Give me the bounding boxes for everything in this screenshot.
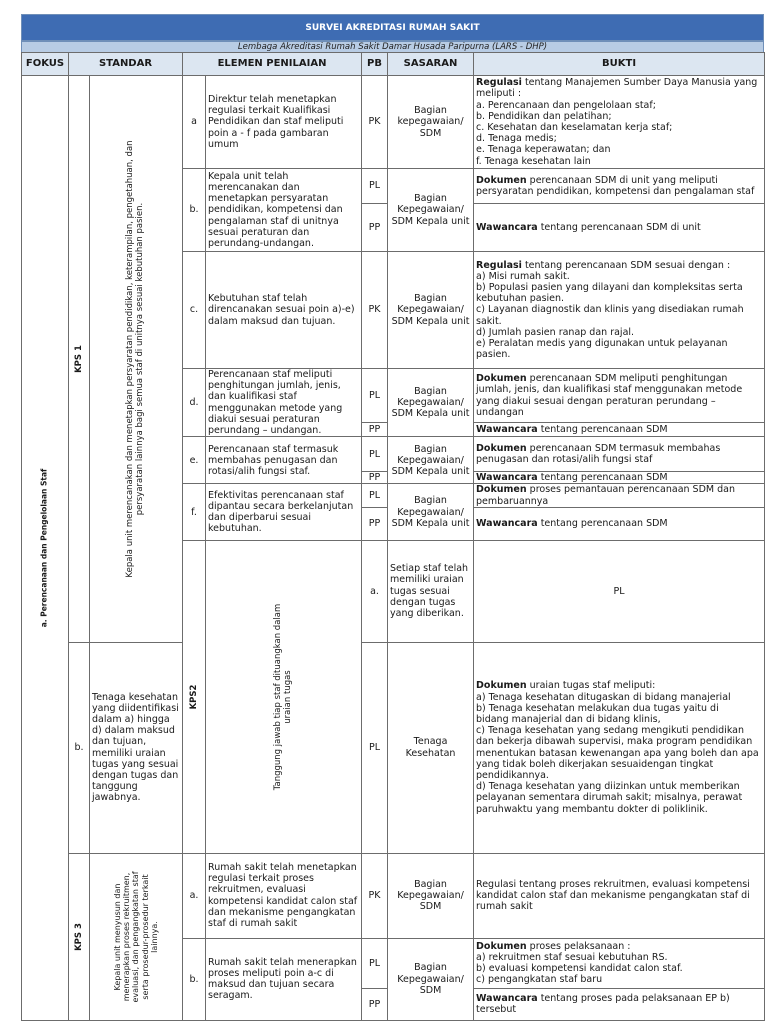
bukti-keyword: Dokumen [476,484,527,496]
bukti-text: perencanaan SDM meliputi penghitungan jumlah, jenis, dan kualifikasi staf menggunakan metode yang diakui sesuai dengan peraturan perundang – undangan [476,373,743,418]
pb-code: PL [362,169,388,204]
bukti-keyword: Dokumen [476,680,527,692]
bukti-cell [474,484,765,507]
header-elemen: ELEMEN PENILAIAN [183,53,362,76]
bukti-cell [474,988,765,1020]
pb-code: PK [362,252,388,369]
kps3-code-cell [69,853,90,1020]
ep-text: Perencanaan staf termasuk membahas penugasan dan rotasi/alih fungsi staf. [206,437,362,484]
bukti-keyword: Wawancara [476,992,538,1004]
bukti-list-item: b) Tenaga kesehatan melakukan dua tugas yaitu di [476,702,719,714]
bukti-list-item: a) Misi rumah sakit. [476,270,570,282]
bukti-list-item: a) rekruitmen staf sesuai kebutuhan RS. [476,951,668,963]
ep-ordinal: b. [183,938,206,1020]
bukti-list-item: d. Tenaga medis; [476,133,557,145]
kps2-code-cell [183,540,206,853]
kps3-standard: Kepala unit menyusun dan menerapkan proses rekruitmen, evaluasi, dan pengangkatan staf serta prosedur-prosedur terkait lainnya. [113,871,159,1003]
bukti-text: perencanaan SDM di unit yang meliputi persyaratan pendidikan, kompetensi dan pengalaman staf [476,174,755,197]
bukti-list-item: a) Tenaga kesehatan ditugaskan di bidang manajerial [476,691,731,703]
pb-code: PL [362,369,388,423]
pb-code: PL [362,938,388,988]
bukti-text: tentang proses pada pelaksanaan EP b) tersebut [476,992,730,1016]
bukti-cell [474,252,765,369]
header-bukti: BUKTI [474,53,765,76]
bukti-keyword: Regulasi [476,77,522,89]
bukti-cell [474,369,765,423]
bukti-text: proses pemantauan perencanaan SDM dan pembaruannya [476,484,735,507]
kps1-standard: Kepala unit merencanakan dan menetapkan persyaratan pendidikan, keterampilan, pengetahuan, dan persyaratan lainnya bagi semua staf di unitnya sesuai kebutuhan pasien. [125,140,145,578]
bukti-list-item: a. Perencanaan dan pengelolaan staf; [476,99,656,111]
sasaran-text: Bagian Kepegawaian/ SDM Kepala unit [388,169,474,252]
document-subtitle: Lembaga Akreditasi Rumah Sakit Damar Husada Paripurna (LARS - DHP) [21,41,764,53]
bukti-text: perencanaan SDM termasuk membahas penugasan dan rotasi/alih fungsi staf [476,443,721,466]
sasaran-text: Bagian Kepegawaian/ SDM Kepala unit [388,252,474,369]
kps2-standard-cell [206,540,362,853]
bukti-list-item: b. Pendidikan dan pelatihan; [476,110,612,122]
bukti-list-item: d) Tenaga kesehatan yang diizinkan untuk memberikan pelayanan sementara dirumah sakit; misalnya, perawat paruhwaktu yang membantu dokter di poliklinik. [476,781,743,815]
table-row [22,76,765,169]
header-pb: PB [362,53,388,76]
kps2-code: KPS2 [189,684,200,710]
kps2-standard: Tanggung jawab tiap staf dituangkan dalam uraian tugas [272,603,293,790]
bukti-text: tentang perencanaan SDM sesuai dengan : [521,259,731,271]
bukti-cell [474,472,765,484]
assessment-table [21,52,765,1021]
bukti-list-item: b) Populasi pasien yang dilayani dan kompleksitas serta kebutuhan pasien. [476,281,743,305]
ep-ordinal: e. [183,437,206,484]
bukti-list-item: e. Tenaga keperawatan; dan [476,144,611,156]
bukti-list-item: e) Peralatan medis yang digunakan untuk pelayanan pasien. [476,338,728,361]
bukti-cell [474,423,765,437]
bukti-text: tentang perencanaan SDM [537,472,668,484]
pb-code: PL [362,484,388,507]
bukti-text: uraian tugas staf meliputi: [526,680,656,692]
pb-code: PP [362,204,388,252]
ep-text: Setiap staf telah memiliki uraian tugas sesuai dengan tugas yang diberikan. [388,540,474,642]
bukti-cell [474,507,765,540]
kps1-code-cell [69,76,90,643]
ep-text: Rumah sakit telah menerapkan proses meliputi poin a-c di maksud dan tujuan secara seragam. [206,938,362,1020]
ep-ordinal: b. [69,642,90,853]
pb-code: PP [362,472,388,484]
bukti-cell: Regulasi tentang proses rekruitmen, evaluasi kompetensi kandidat calon staf dan mekanisme pengangkatan staf di rumah sakit [474,853,765,938]
ep-ordinal: f. [183,484,206,540]
bukti-list-item: d) Jumlah pasien ranap dan rajal. [476,326,635,338]
sasaran-text: Tenaga Kesehatan [388,642,474,853]
bukti-cell [474,642,765,853]
ep-text: Perencanaan staf meliputi penghitungan jumlah, jenis, dan kualifikasi staf menggunakan metode yang diakui sesuai peraturan perundang – undangan. [206,369,362,437]
ep-text: Rumah sakit telah menetapkan regulasi terkait proses rekruitmen, evaluasi kompetensi kandidat calon staf dan mekanisme pengangkatan staf di rumah sakit [206,853,362,938]
pb-code: PL [362,437,388,472]
header-fokus: FOKUS [22,53,69,76]
bukti-keyword: Wawancara [476,424,538,436]
kps3-standard-cell [90,853,183,1020]
pb-code: PL [362,642,388,853]
bukti-text: tentang perencanaan SDM [537,518,668,530]
ep-ordinal: d. [183,369,206,437]
header-sasaran: SASARAN [388,53,474,76]
ep-ordinal: a. [362,540,388,642]
bukti-keyword: Wawancara [476,518,538,530]
ep-text: Tenaga kesehatan yang diidentifikasi dalam a) hingga d) dalam maksud dan tujuan, memiliki uraian tugas yang sesuai dengan tugas dan tanggung jawabnya. [90,642,183,853]
bukti-keyword: Dokumen [476,373,527,385]
ep-text: Direktur telah menetapkan regulasi terkait Kualifikasi Pendidikan dan staf meliputi poin a - f pada gambaran umum [206,76,362,169]
bukti-text: tentang perencanaan SDM [537,424,668,436]
bukti-list-item: c) pengangkatan staf baru [476,974,603,986]
bukti-text: tentang Manajemen Sumber Daya Manusia yang meliputi : [476,77,758,100]
pb-code: PK [362,853,388,938]
ep-ordinal: b. [183,169,206,252]
sasaran-text: Bagian kepegawaian/ SDM [388,76,474,169]
bukti-list-item: c) Layanan diagnostik dan klinis yang disediakan rumah sakit. [476,304,744,327]
bukti-keyword: Dokumen [476,443,527,455]
bukti-keyword: Dokumen [476,174,527,186]
ep-text: Kepala unit telah merencanakan dan menetapkan persyaratan pendidikan, kompetensi dan pengalaman staf di unitnya sesuai peraturan dan perundang-undangan. [206,169,362,252]
table-row [22,642,765,853]
bukti-keyword: Dokumen [476,940,527,952]
ep-ordinal: a [183,76,206,169]
bukti-text: proses pelaksanaan : [526,940,631,952]
document-title: SURVEI AKREDITASI RUMAH SAKIT [21,14,764,41]
fokus-cell [22,76,69,1021]
bukti-cell [474,169,765,204]
bukti-cell [474,76,765,169]
fokus-label: a. Perencanaan dan Pengelolaan Staf [39,468,49,628]
bukti-cell [474,204,765,252]
kps1-standard-cell [90,76,183,643]
ep-text: Efektivitas perencanaan staf dipantau secara berkelanjutan dan diperbarui sesuai kebutuhan. [206,484,362,540]
bukti-text: tentang perencanaan SDM di unit [537,221,701,233]
sasaran-text: Bagian Kepegawaian/ SDM Kepala unit [388,369,474,437]
kps3-code: KPS 3 [73,922,84,951]
pb-code: PL [474,540,765,642]
ep-text: Kebutuhan staf telah direncanakan sesuai poin a)-e) dalam maksud dan tujuan. [206,252,362,369]
sasaran-text: Bagian Kepegawaian/ SDM Kepala unit [388,437,474,484]
table-row [22,853,765,938]
header-row [22,53,765,76]
bukti-list-item: f. Tenaga kesehatan lain [476,155,591,167]
ep-ordinal: a. [183,853,206,938]
pb-code: PK [362,76,388,169]
bukti-keyword: Wawancara [476,472,538,484]
bukti-cell [474,938,765,988]
bukti-cell [474,437,765,472]
sasaran-text: Bagian Kepegawaian/ SDM Kepala unit [388,484,474,540]
bukti-keyword: Regulasi [476,259,522,271]
header-standar: STANDAR [69,53,183,76]
bukti-list-item: b) evaluasi kompetensi kandidat calon staf. [476,963,683,975]
bukti-list-item: bidang manajerial dan di bidang klinis, [476,714,661,726]
pb-code: PP [362,507,388,540]
pb-code: PP [362,988,388,1020]
kps1-code: KPS 1 [73,344,84,373]
bukti-keyword: Wawancara [476,221,538,233]
sasaran-text: Bagian Kepegawaian/ SDM [388,938,474,1020]
bukti-list-item: c) Tenaga kesehatan yang sedang mengikuti pendidikan dan bekerja dibawah supervisi, maka program pendidikan menentukan batasan kewenangan apa yang boleh dan apa yang tidak boleh dikerjakan sesuaidengan tingkat pendidikannya. [476,725,759,782]
bukti-list-item: c. Kesehatan dan keselamatan kerja staf; [476,122,673,133]
sasaran-text: Bagian Kepegawaian/ SDM [388,853,474,938]
ep-ordinal: c. [183,252,206,369]
pb-code: PP [362,423,388,437]
